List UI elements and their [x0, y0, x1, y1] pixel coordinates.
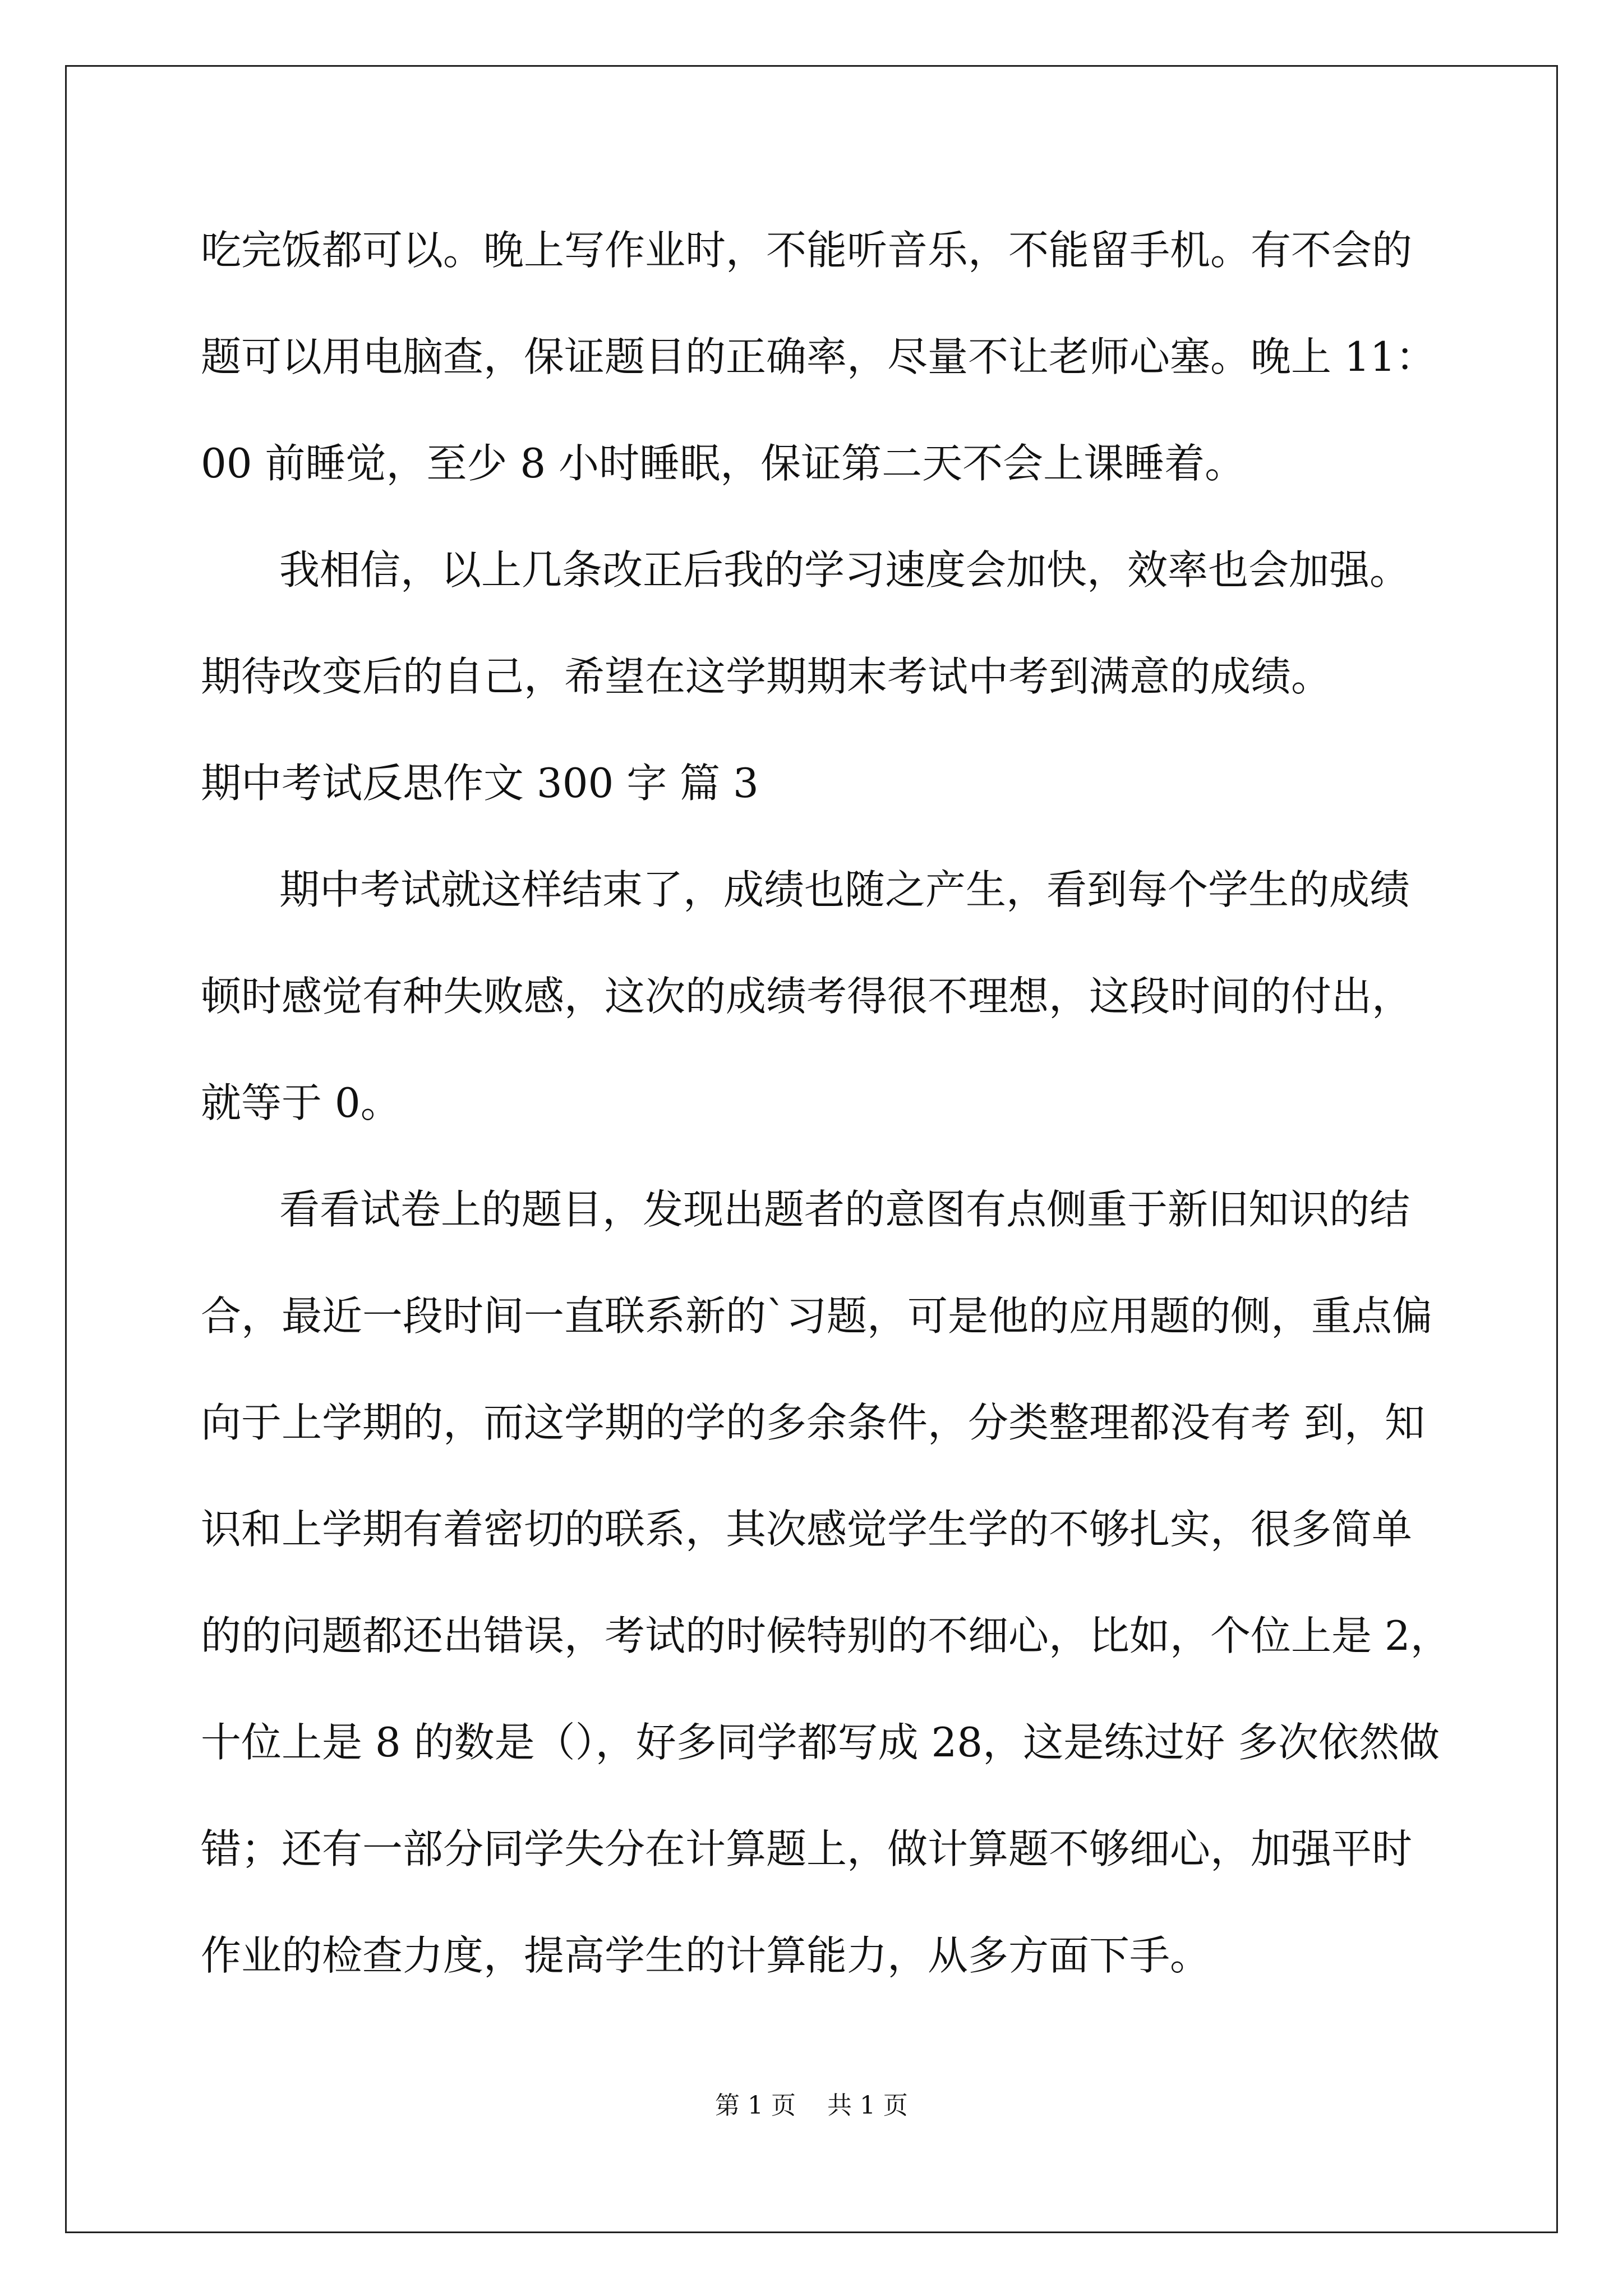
text-line: 题可以用电脑查，保证题目的正确率，尽量不让老师心塞。晚上 11：	[201, 333, 1436, 380]
paragraph-start-line: 我相信，以上几条改正后我的学习速度会加快，效率也会加强。	[279, 546, 1410, 593]
text-line: 00 前睡觉，至少 8 小时睡眠，保证第二天不会上课睡着。	[201, 440, 1246, 487]
text-line: 的的问题都还出错误，考试的时候特别的不细心，比如，个位上是 2，	[201, 1612, 1451, 1659]
page-footer: 第 1 页 共 1 页	[715, 2091, 908, 2120]
paragraph-start-line: 看看试卷上的题目，发现出题者的意图有点侧重于新旧知识的结	[279, 1186, 1410, 1233]
section-heading: 期中考试反思作文 300 字 篇 3	[201, 760, 759, 807]
text-line: 识和上学期有着密切的联系，其次感觉学生学的不够扎实，很多简单	[201, 1506, 1413, 1553]
text-line: 就等于 0。	[201, 1079, 401, 1126]
text-line: 吃完饭都可以。晚上写作业时，不能听音乐，不能留手机。有不会的	[201, 227, 1413, 274]
text-line: 十位上是 8 的数是（），好多同学都写成 28，这是练过好 多次依然做	[201, 1719, 1440, 1766]
text-line: 向于上学期的，而这学期的学的多余条件，分类整理都没有考 到，知	[201, 1399, 1425, 1446]
page-border	[65, 65, 1558, 2233]
text-line: 顿时感觉有种失败感，这次的成绩考得很不理想，这段时间的付出，	[201, 973, 1413, 1020]
text-line: 合，最近一段时间一直联系新的`习题，可是他的应用题的侧，重点偏	[201, 1292, 1433, 1340]
text-line: 作业的检查力度，提高学生的计算能力，从多方面下手。	[201, 1932, 1211, 1979]
paragraph-start-line: 期中考试就这样结束了，成绩也随之产生，看到每个学生的成绩	[279, 866, 1410, 913]
text-line: 错；还有一部分同学失分在计算题上，做计算题不够细心，加强平时	[201, 1825, 1413, 1872]
text-line: 期待改变后的自己，希望在这学期期末考试中考到满意的成绩。	[201, 653, 1332, 700]
